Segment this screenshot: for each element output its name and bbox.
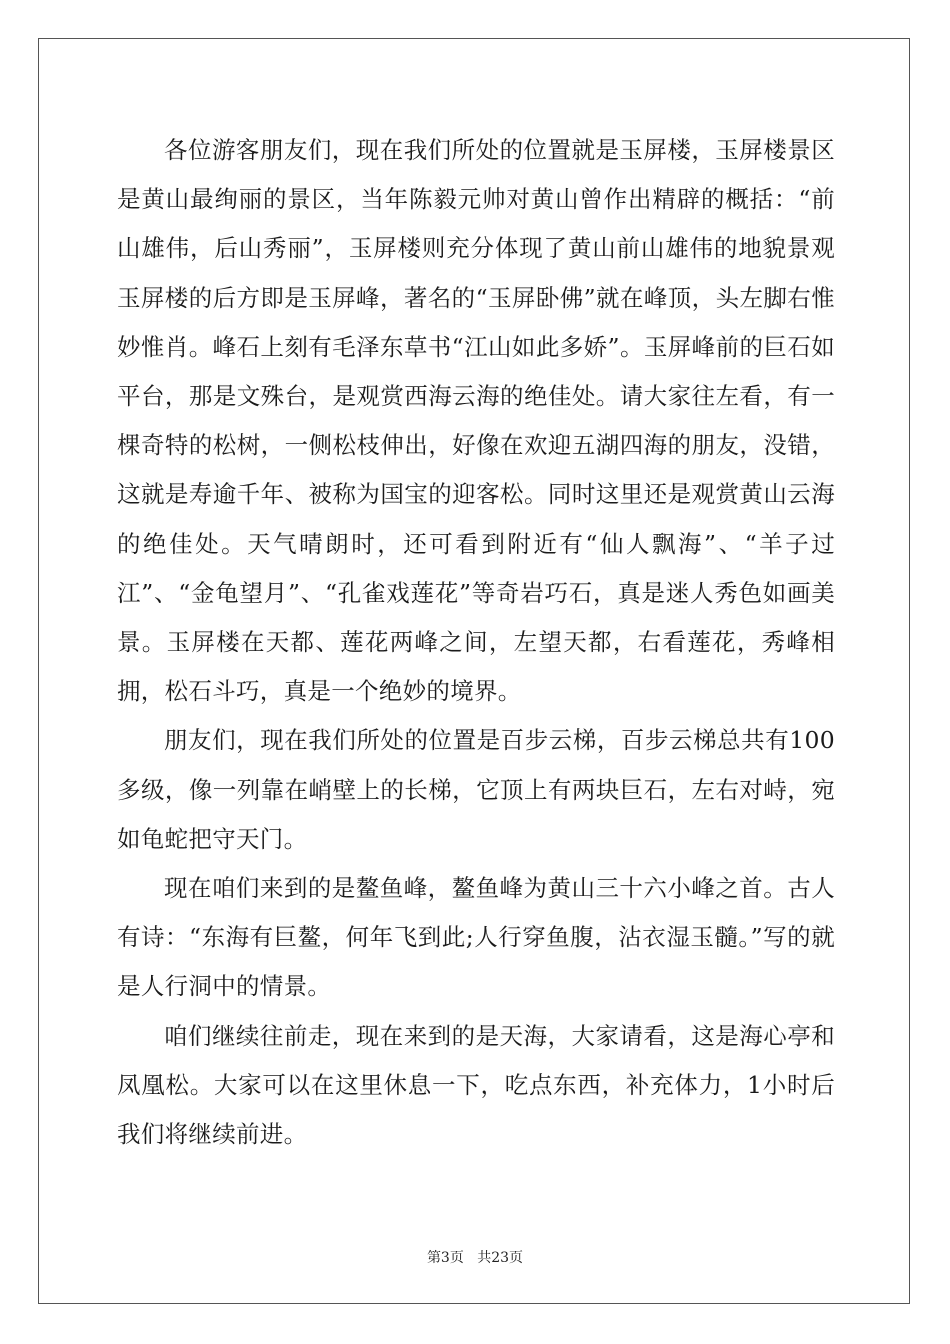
paragraph-baibu-yunti: 朋友们，现在我们所处的位置是百步云梯，百步云梯总共有100多级，像一列靠在峭壁上的长梯，它顶上有两块巨石，左右对峙，宛如龟蛇把守天门。 — [117, 726, 835, 853]
document-body — [117, 126, 835, 1159]
paragraph-aoyu-feng: 现在咱们来到的是鳌鱼峰，鳌鱼峰为黄山三十六小峰之首。古人有诗：“东海有巨鳌，何年飞到此;人行穿鱼腹，沾衣湿玉髓。”写的就是人行洞中的情景。 — [117, 874, 835, 1001]
page-footer — [0, 1247, 950, 1267]
page-number: 第3页 — [426, 1250, 464, 1266]
paragraph-yupinglou: 各位游客朋友们，现在我们所处的位置就是玉屏楼，玉屏楼景区是黄山最绚丽的景区，当年陈毅元帅对黄山曾作出精辟的概括：“前山雄伟，后山秀丽”，玉屏楼则充分体现了黄山前山雄伟的地貌景观玉屏楼的后方即是玉屏峰，著名的“玉屏卧佛”就在峰顶，头左脚右惟妙惟肖。峰石上刻有毛泽东草书“江山如此多娇”。玉屏峰前的巨石如平台，那是文殊台，是观赏西海云海的绝佳处。请大家往左看，有一棵奇特的松树，一侧松枝伸出，好像在欢迎五湖四海的朋友，没错，这就是寿逾千年、被称为国宝的迎客松。同时这里还是观赏黄山云海的绝佳处。天气晴朗时，还可看到附近有“仙人飘海”、“羊子过江”、“金龟望月”、“孔雀戏莲花”等奇岩巧石，真是迷人秀色如画美景。玉屏楼在天都、莲花两峰之间，左望天都，右看莲花，秀峰相拥，松石斗巧，真是一个绝妙的境界。 — [117, 136, 835, 706]
paragraph-tianhai: 咱们继续往前走，现在来到的是天海，大家请看，这是海心亭和凤凰松。大家可以在这里休息一下，吃点东西，补充体力，1小时后我们将继续前进。 — [117, 1021, 835, 1149]
page-total: 共23页 — [477, 1250, 524, 1266]
